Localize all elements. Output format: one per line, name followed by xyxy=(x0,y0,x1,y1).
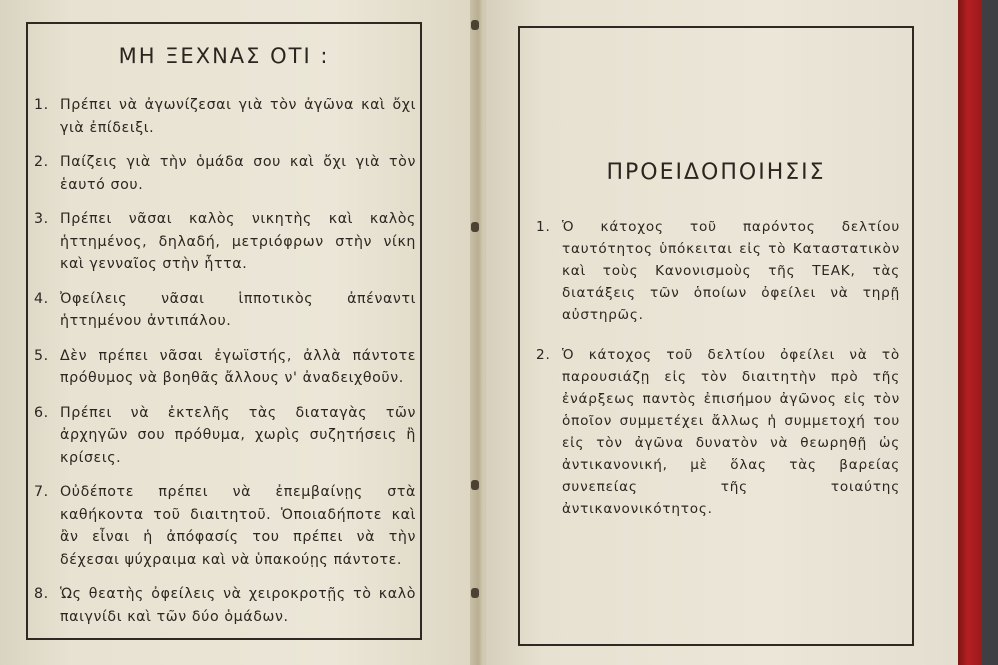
warning-item xyxy=(536,344,900,520)
rule-number: 2. xyxy=(34,154,49,170)
left-page xyxy=(0,0,478,665)
rule-number: 1. xyxy=(34,97,49,113)
rule-number: 6. xyxy=(34,404,49,421)
red-cover-edge xyxy=(958,0,982,665)
rule-item xyxy=(34,481,416,571)
rule-number: 3. xyxy=(34,211,49,227)
warning-number: 2. xyxy=(536,347,551,363)
rule-text: Πρέπει νὰ ἐκτελῆς τὰς διαταγὰς τῶν ἀρχηγῶν σου πρόθυμα, χωρὶς συζητήσεις ἢ κρίσεις. xyxy=(60,404,416,466)
rules-list xyxy=(34,94,416,640)
rule-text: Παίζεις γιὰ τὴν ὁμάδα σου καὶ ὄχι γιὰ τὸν ἑαυτό σου. xyxy=(60,154,416,193)
left-page-frame xyxy=(26,22,422,640)
binding-stitch xyxy=(471,222,479,232)
rule-item xyxy=(34,208,416,276)
rule-text: Ὡς θεατὴς ὀφείλεις νὰ χειροκροτῇς τὸ καλὸ παιγνίδι καὶ τῶν δύο ὁμάδων. xyxy=(60,586,416,625)
rule-text: Δὲν πρέπει νᾶσαι ἐγωϊστής, ἀλλὰ πάντοτε πρόθυμος νὰ βοηθᾶς ἄλλους ν' ἀναδειχθοῦν. xyxy=(60,347,416,386)
rule-item xyxy=(34,151,416,196)
binding-stitch xyxy=(471,588,479,598)
warning-item xyxy=(536,216,900,326)
rule-text: Πρέπει νᾶσαι καλὸς νικητὴς καὶ καλὸς ἡττημένος, δηλαδή, μετριόφρων στὴν νίκη καὶ γενναῖος στὴν ἧττα. xyxy=(60,211,416,272)
right-page xyxy=(486,0,958,665)
background-edge xyxy=(982,0,998,665)
binding-stitch xyxy=(471,20,479,30)
rule-item xyxy=(34,345,416,390)
rule-item xyxy=(34,94,416,139)
warning-number: 1. xyxy=(536,219,551,235)
rule-text: Οὐδέποτε πρέπει νὰ ἐπεμβαίνῃς στὰ καθήκοντα τοῦ διαιτητοῦ. Ὁποιαδήποτε καὶ ἂν εἶναι ἡ ἀπόφασίς του πρέπει νὰ τὴν δέχεσαι ψύχραιμα καὶ νὰ ὑπακούῃς πάντοτε. xyxy=(60,484,416,568)
rule-text: Πρέπει νὰ ἀγωνίζεσαι γιὰ τὸν ἀγῶνα καὶ ὄχι γιὰ ἐπίδειξι. xyxy=(60,97,416,136)
rule-number: 4. xyxy=(34,290,49,307)
rule-number: 8. xyxy=(34,586,49,602)
rule-item xyxy=(34,583,416,628)
rule-number: 5. xyxy=(34,347,49,364)
warnings-list xyxy=(536,216,900,538)
rule-text: Ὀφείλεις νᾶσαι ἱπποτικὸς ἀπέναντι ἡττημένου ἀντιπάλου. xyxy=(60,290,416,329)
binding-stitch xyxy=(471,480,479,490)
warning-text: Ὁ κάτοχος τοῦ δελτίου ὀφείλει νὰ τὸ παρουσιάζῃ εἰς τὸν διαιτητὴν πρὸ τῆς ἐνάρξεως παντὸς ἐπισήμου ἀγῶνος εἰς τὸν ὁποῖον συμμετέχει ἄλλως ἡ συμμετοχή του εἰς τὸν ἀγῶνα δυνατὸν νὰ θεωρηθῇ ὡς ἀντικανονική, μὲ ὅλας τὰς βαρείας συνεπείας τῆς τοιαύτης ἀντικανονικότητος. xyxy=(562,347,900,517)
rule-item xyxy=(34,402,416,470)
right-page-title: ΠΡΟΕΙΔΟΠΟΙΗΣΙΣ xyxy=(606,160,826,185)
rule-number: 7. xyxy=(34,484,49,500)
right-page-frame xyxy=(518,26,914,646)
left-page-title: ΜΗ ΞΕΧΝΑΣ ΟΤΙ : xyxy=(118,44,330,68)
rule-item xyxy=(34,288,416,333)
warning-text: Ὁ κάτοχος τοῦ παρόντος δελτίου ταυτότητος ὑπόκειται εἰς τὸ Καταστατικὸν καὶ τοὺς Κανονισμοὺς τῆς ΤΕΑΚ, τὰς διατάξεις τῶν ὁποίων ὀφείλει νὰ τηρῇ αὐστηρῶς. xyxy=(562,219,900,323)
